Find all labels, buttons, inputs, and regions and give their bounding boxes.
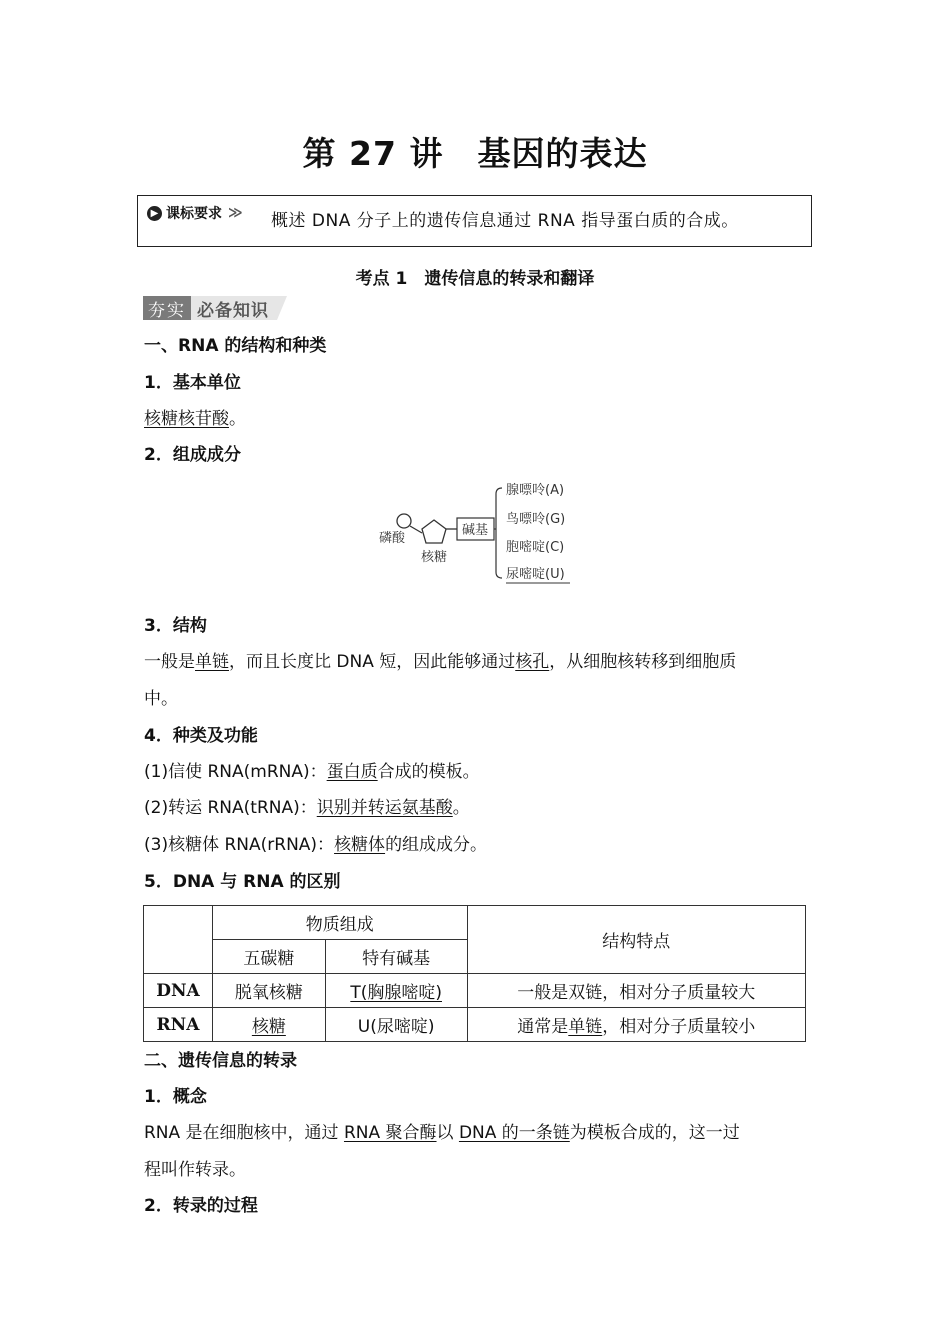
- subheading-basic-unit: 1．基本单位: [144, 373, 241, 393]
- rna-single-strand: 单链: [568, 1017, 603, 1037]
- subheading-process: 2．转录的过程: [144, 1196, 258, 1216]
- base-label: 碱基: [462, 523, 489, 538]
- answer-protein: 蛋白质: [326, 762, 378, 782]
- nucleotide-diagram: [370, 478, 590, 588]
- text-run: ，相对分子质量较小: [602, 1017, 756, 1037]
- header-sugar: 五碳糖: [212, 940, 325, 974]
- basic-unit-tail: 。: [229, 409, 246, 429]
- table-row-rna: [144, 1008, 806, 1042]
- requirement-tag: [147, 203, 243, 223]
- concept-line-2: 程叫作转录。: [144, 1160, 246, 1180]
- requirement-text: 概述 DNA 分子上的遗传信息通过 RNA 指导蛋白质的合成。: [271, 211, 739, 231]
- table-corner-cell: [144, 906, 213, 974]
- structure-line-1: [144, 651, 736, 673]
- dna-base: T(胸腺嘧啶): [350, 983, 442, 1003]
- phosphate-label: 磷酸: [379, 531, 406, 546]
- text-run: 。: [452, 798, 470, 818]
- row-dna-name: DNA: [144, 974, 213, 1008]
- curriculum-requirement-box: [137, 195, 812, 247]
- header-feature: 结构特点: [467, 906, 805, 974]
- dna-rna-comparison-table: [143, 905, 806, 1042]
- text-run: (2)转运 RNA(tRNA)：: [144, 798, 317, 818]
- type-trna: [144, 797, 470, 819]
- text-run: ，从细胞核转移到细胞质: [549, 652, 737, 672]
- dna-feature: 一般是双链，相对分子质量较大: [467, 974, 805, 1008]
- requirement-tag-label: 课标要求: [166, 206, 222, 222]
- answer-dna-one-strand: DNA 的一条链: [458, 1123, 570, 1143]
- rna-sugar-cell: [212, 1008, 325, 1042]
- banner-part2: 必备知识: [191, 296, 277, 320]
- text-run: 以: [436, 1123, 459, 1143]
- text-run: ，而且长度比 DNA 短，因此能够通过: [229, 652, 516, 672]
- header-composition: 物质组成: [212, 906, 467, 940]
- answer-nuclear-pore: 核孔: [515, 652, 550, 672]
- text-run: (1)信使 RNA(mRNA)：: [144, 762, 327, 782]
- dna-base-cell: [325, 974, 467, 1008]
- base-item: 胞嘧啶(C): [506, 540, 565, 555]
- text-run: 通常是: [517, 1017, 569, 1037]
- header-base: 特有碱基: [325, 940, 467, 974]
- subheading-structure: 3．结构: [144, 616, 207, 636]
- answer-transport-amino-acid: 识别并转运氨基酸: [316, 798, 453, 818]
- rna-sugar: 核糖: [251, 1017, 286, 1037]
- base-item: 尿嘧啶(U): [506, 567, 565, 582]
- rna-feature: [467, 1008, 805, 1042]
- subheading-dna-rna-diff: 5．DNA 与 RNA 的区别: [144, 872, 341, 892]
- text-run: (3)核糖体 RNA(rRNA)：: [144, 835, 335, 855]
- knowledge-banner: [143, 296, 287, 320]
- topic-title: 考点 1 遗传信息的转录和翻译: [355, 269, 595, 289]
- basic-unit-answer: 核糖核苷酸: [144, 409, 229, 429]
- base-brace: [496, 488, 502, 578]
- phosphate-circle: [397, 514, 411, 528]
- type-mrna: [144, 761, 480, 783]
- dna-sugar: 脱氧核糖: [212, 974, 325, 1008]
- ribose-pentagon: [422, 520, 446, 543]
- text-run: RNA 是在细胞核中，通过: [144, 1123, 344, 1143]
- heading-rna-structure: 一、RNA 的结构和种类: [144, 336, 327, 356]
- banner-tail-decoration: [277, 296, 287, 320]
- concept-line-1: [144, 1122, 740, 1144]
- text-run: 的组成成分。: [385, 835, 488, 855]
- sugar-label: 核糖: [421, 550, 448, 565]
- base-item: 腺嘌呤(A): [506, 483, 565, 498]
- row-rna-name: RNA: [144, 1008, 213, 1042]
- subheading-concept: 1．概念: [144, 1087, 207, 1107]
- base-item: 鸟嘌呤(G): [506, 512, 566, 527]
- type-rrna: [144, 834, 487, 856]
- phosphate-bond: [410, 526, 422, 533]
- play-icon: ▶: [147, 206, 162, 221]
- rna-base: U(尿嘧啶): [325, 1008, 467, 1042]
- banner-part1: 夯实: [143, 296, 191, 320]
- basic-unit-line: [144, 408, 246, 430]
- subheading-components: 2．组成成分: [144, 445, 241, 465]
- page-title: 第 27 讲 基因的表达: [302, 134, 648, 173]
- subheading-types: 4．种类及功能: [144, 726, 258, 746]
- answer-ribosome: 核糖体: [334, 835, 386, 855]
- answer-rna-polymerase: RNA 聚合酶: [343, 1123, 437, 1143]
- heading-transcription: 二、遗传信息的转录: [144, 1051, 297, 1071]
- double-chevron-icon: ≫: [228, 205, 243, 221]
- text-run: 一般是: [144, 652, 195, 672]
- structure-line-2: 中。: [144, 689, 178, 709]
- text-run: 合成的模板。: [377, 762, 480, 782]
- answer-single-strand: 单链: [195, 652, 229, 672]
- table-row-dna: [144, 974, 806, 1008]
- text-run: 为模板合成的，这一过: [569, 1123, 740, 1143]
